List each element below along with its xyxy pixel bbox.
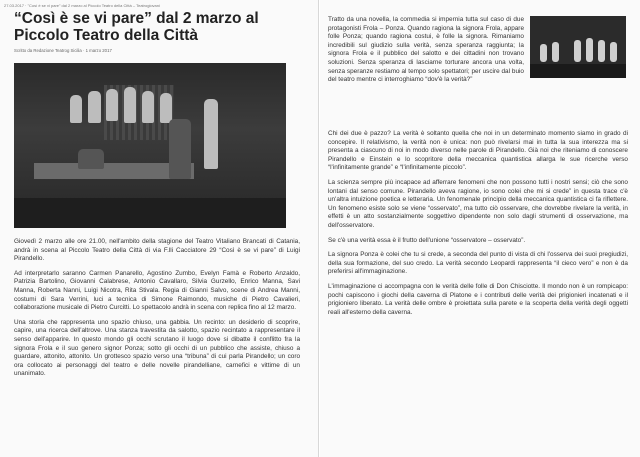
left-page [0,0,319,457]
paragraph-4: Se c'è una verità essa è il frutto dell'unione “osservatore – osservato”. [328,236,526,244]
actor-figure [88,91,101,123]
stage-photo [14,63,286,228]
right-page [320,0,640,457]
paragraph-2: Chi dei due è pazzo? La verità è soltanto quella che noi in un determinato momento siamo in grado di concepire. Il relativismo, la verità non è unica: non può rivelarsi mai in tutta la sua interezza ma si presenta a ciascuno di noi in modo diverso nelle parole di Pirandello. Già noi che riteniamo di conoscere Pirandello e Einstein e lo scopritore della meccanica quantistica allarga le sue ricerche verso “l'infinitamente grande” e “l'infinitamente piccolo”. [328,130,628,172]
stage-floor [530,64,626,78]
paragraph-6: L'immaginazione ci accompagna con le verità delle folle di Don Chisciotte. Il mondo non è un rompicapo: pochi capiscono i giochi della caverna di Platone e i contributi delle verità dei prigionieri incatenati e il prigioniero liberato. La verità delle ombre è proiettata sulla parete e la scoperta della verità degli oggetti reali all'esterno della caverna. [328,282,628,316]
stage-thumbnail [530,16,626,78]
actor-figure [106,89,118,121]
stage-floor [14,198,286,228]
article-body-left [14,238,300,385]
intro-paragraph: Una storia che rappresenta uno spazio chiuso, una gabbia. Un recinto: un desiderio di scoprire, capire, una ricerca dell'altrove. Una stanza travestita da salotto, spazio recintato a rappresentare il senso dell'apparire. In questo mondo gli occhi scrutano il luogo dove si dibatte il conflitto fra la signora Frola e il suo genero signor Ponza; sotto gli occhi di un pubblico che assiste, chiuso a guardare, attonito, attonito. Un grottesco spazio verso una “tribuna” di cui parla Pirandello; un coro ora collocato ai personaggi del teatro e delle novelle pirandelliane, carnefici e vittime di un unanimato. [14,318,300,378]
lead-paragraph: Giovedì 2 marzo alle ore 21.00, nell'ambito della stagione del Teatro Vitaliano Brancati di Catania, andrà in scena al Piccolo Teatro della Città di via F.lli Cacciatore 29 “Così è se vi pare” di Luigi Pirandello. [14,238,300,263]
actor-figure [204,99,218,169]
actor-figure [574,40,581,62]
actor-figure [552,42,559,62]
actor-figure [142,91,154,123]
actor-figure [70,95,82,123]
actor-figure [169,119,191,179]
actor-figure [598,40,605,62]
actor-figure [160,93,172,123]
actor-figure [610,42,617,62]
actor-figure [586,38,593,62]
article-body-right [328,130,628,323]
article-title: “Così è se vi pare” dal 2 marzo al Piccolo Teatro della Città [14,10,259,44]
paragraph-5: La signora Ponza è colei che tu si crede, a seconda del punto di vista di chi l'osserva dei suoi pregiudizi, della sua formazione, del suo credo. La verità secondo Leopardi rappresenta “il cieco vero” e non è da preferirsi all'immaginazione. [328,251,628,276]
paragraph-3: La scienza sempre più incapace ad afferrare fenomeni che non possono tutti i nostri sensi; ciò che sono lontani dal senso comune. Pirandello aveva ragione, io sono colei che mi si crede” in questa trace c'è un'altra intuizione poetica e letteraria. Un fenomenale principio della meccanica quantistica ci fa riflettere. Un fenomeno esiste solo se viene “osservato”, ma tutto ciò osservare, che dovrebbe rivelare la verità, in effetti è un atto sostanzialmente soggettivo dipendente non solo dagli strumenti di osservazione, ma dell'osservatore. [328,178,628,229]
cast-paragraph: Ad interpretarlo saranno Carmen Panarello, Agostino Zumbo, Evelyn Famà e Roberto Anzaldo, Patrizia Bartolino, Giovanni Calabrese, Antonio Cavallaro, Silvia Gurzello, Enrico Manna, Savi Manna, Roberta Nanni, Luigi Nicotra, Rita Stivala. Regia di Gianni Salvo, scene di Andrea Manni, costumi di Sara Verrini, luci a tecnica di Simone Raimondo, musiche di Pietro Cavalieri, collaborazione musicale di Pietro Curcitti. Lo spettacolo andrà in scena con replica fino al 12 marzo. [14,269,300,312]
print-header: 27.03.2017 · "Così è se vi pare" dal 2 marzo al Piccolo Teatro della Città – Teatrogiovani [4,3,160,8]
actor-figure [540,44,547,62]
article-byline: Scritto da Redazione Teatrog Sicilia · 1 marzo 2017 [14,48,112,53]
actor-figure [124,87,136,123]
paragraph-1: Tratto da una novella, la commedia si impernia tutta sul caso di due protagonisti Frola – Ponza. Quando ragiona la signora Frola, appare folle Ponza; quando ragiona costui, è folle la signora. Rimaniamo incredibili sul giudizio sulla verità, senza speranza raggiunta; la signora Frola e il pubblico del salotto e dei cittadini non trovano soluzioni. Senza speranza di lasciarne torturare ancora una volta, senza speranze restiamo al tempo solo spettatori; per uscire dal buio del teatro mentre ci interroghiamo “dov'è la verità?” [328,16,524,84]
actor-figure [78,149,104,169]
